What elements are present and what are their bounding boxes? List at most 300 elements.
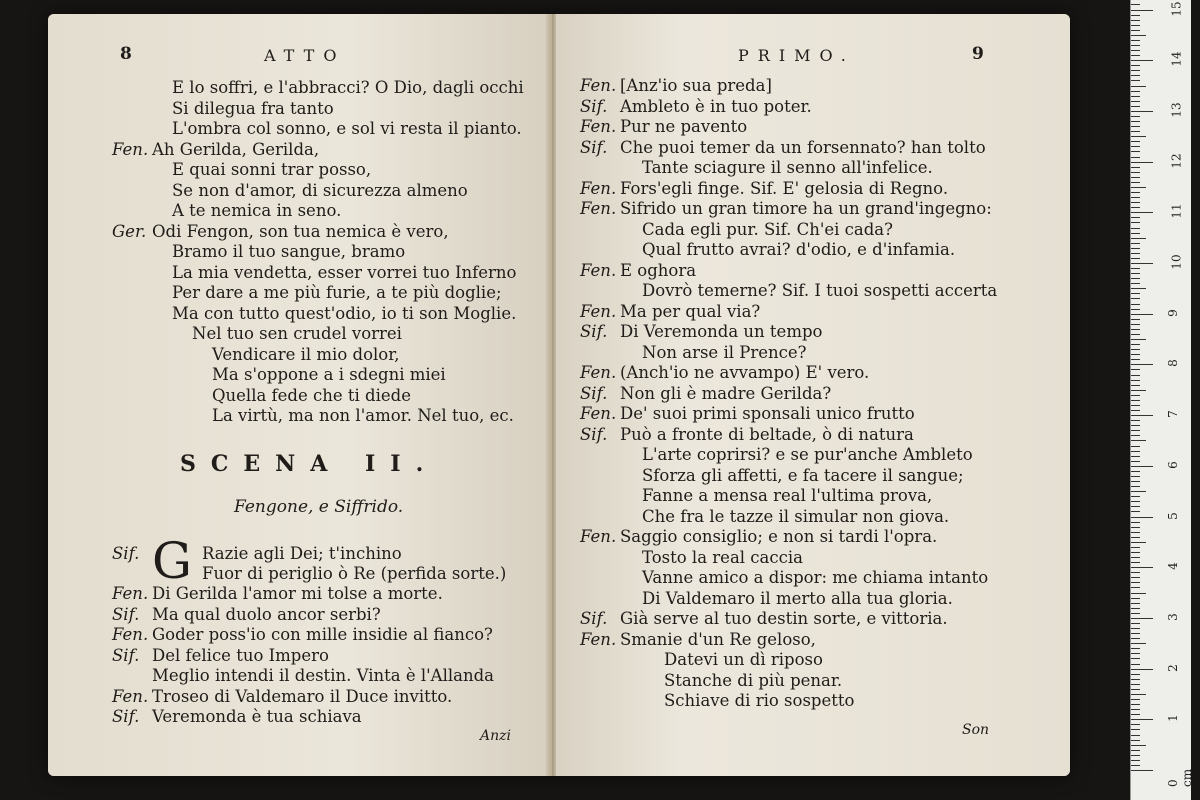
ruler-tick [1131,664,1140,665]
left-catchword: Anzi [480,728,511,744]
ruler-tick [1131,45,1140,46]
verse-text: Fors'egli finge. Sif. E' gelosia di Regno. [620,178,949,198]
scena-heading: SCENA II. [180,451,439,477]
left-running-head: ATTO [264,46,346,65]
verse-text: Del felice tuo Impero [152,645,329,665]
ruler-tick [1131,70,1140,71]
ruler-tick [1131,552,1140,553]
text-line [112,625,493,646]
text-line [112,242,405,263]
ruler-tick [1131,658,1140,659]
ruler-tick [1131,587,1140,588]
right-page-number: 9 [972,44,984,64]
ruler-tick [1131,263,1153,264]
ruler-tick [1131,613,1140,614]
verse-text: Ma s'oppone a i sdegni miei [212,365,446,384]
ruler-tick [1131,375,1140,376]
ruler-tick [1131,385,1140,386]
text-line [580,527,937,548]
text-line [580,179,948,200]
verse-text: Ma con tutto quest'odio, io ti son Moglie. [172,303,517,323]
ruler-tick [1131,471,1140,472]
ruler-tick [1131,364,1153,365]
verse-text: Ah Gerilda, Gerilda, [152,139,320,159]
verse-text: Meglio intendi il destin. Vinta è l'Allanda [152,666,494,685]
ruler-tick [1131,674,1140,675]
speaker-label: Fen. [580,117,617,136]
left-page [48,14,550,776]
verse-text: La virtù, ma non l'amor. Nel tuo, ec. [212,406,514,425]
ruler-tick [1131,557,1140,558]
ruler-tick [1131,187,1146,188]
ruler-tick [1131,182,1140,183]
verse-text: Di Valdemaro il merto alla tua gloria. [642,588,953,608]
ruler-tick [1131,329,1140,330]
ruler-tick [1131,167,1140,168]
ruler-tick [1131,268,1140,269]
ruler-tick [1131,461,1140,462]
ruler-tick [1131,60,1153,61]
ruler-tick [1131,501,1140,502]
ruler-tick [1131,157,1140,158]
speaker-label: Sif. [580,609,608,628]
text-line [580,343,806,364]
ruler-tick [1131,80,1140,81]
speaker-label: Sif. [580,424,608,444]
verse-text: Se non d'amor, di sicurezza almeno [172,180,468,200]
ruler-tick [1131,50,1140,51]
ruler-tick [1131,740,1140,741]
text-line [112,646,329,667]
ruler-tick [1131,567,1153,568]
ruler-tick [1131,466,1153,467]
ruler-label: 8 [1165,359,1180,368]
ruler-tick [1131,425,1140,426]
ruler-tick [1131,20,1140,21]
ruler-tick [1131,506,1140,507]
speaker-label: Fen. [580,199,617,218]
ruler-tick [1131,222,1140,223]
ruler-label: 14 [1169,51,1184,67]
ruler-tick [1131,542,1146,543]
speaker-label: Sif. [580,96,608,116]
ruler-tick [1131,704,1140,705]
text-line [580,486,932,507]
text-line [580,261,696,282]
verse-text: Dovrò temerne? Sif. I tuoi sospetti accerta [642,281,998,300]
verse-text: Non arse il Prence? [642,342,807,362]
verse-text: Che fra le tazze il simular non giova. [642,506,950,526]
ruler-tick [1131,293,1140,294]
ruler-tick [1131,628,1140,629]
speaker-label: Fen. [112,625,149,644]
ruler-tick [1131,582,1140,583]
text-line [580,322,822,343]
verse-text: Cada egli pur. Sif. Ch'ei cada? [642,219,893,239]
ruler-tick [1131,770,1153,771]
ruler-tick [1131,684,1140,685]
verse-text: Datevi un dì riposo [664,650,823,669]
ruler-tick [1131,476,1140,477]
verse-text: E lo soffri, e l'abbracci? O Dio, dagli occhi [172,78,524,97]
text-line [580,138,986,159]
speaker-label: Fen. [580,76,617,95]
ruler-tick [1131,243,1140,244]
ruler-tick [1131,430,1140,431]
ruler-tick [1131,101,1140,102]
ruler-tick [1131,324,1140,325]
text-line [580,240,955,261]
text-line [580,76,772,97]
ruler-tick [1131,86,1146,87]
speaker-label: Fen. [580,527,617,546]
ruler-tick [1131,141,1140,142]
ruler-tick [1131,709,1140,710]
ruler-tick [1131,96,1140,97]
ruler-tick [1131,395,1140,396]
text-line [580,445,973,466]
verse-text: L'ombra col sonno, e sol vi resta il pianto. [172,119,522,138]
ruler-tick [1131,618,1153,619]
text-line [580,302,760,323]
verse-text: Qual frutto avrai? d'odio, e d'infamia. [642,240,956,259]
ruler-label: 6 [1165,460,1180,469]
verse-text: Ambleto è in tuo poter. [620,96,812,116]
verse-text: Non gli è madre Gerilda? [620,383,832,403]
ruler-tick [1131,334,1140,335]
ruler-tick [1131,217,1140,218]
ruler-tick [1131,420,1140,421]
verse-text: Ma per qual via? [620,301,761,321]
ruler-tick [1131,253,1140,254]
right-running-head: PRIMO. [738,46,855,65]
verse-text: De' suoi primi sponsali unico frutto [620,404,915,423]
text-line [580,97,812,118]
text-line [112,687,452,708]
ruler-label: 4 [1165,562,1180,571]
ruler-tick [1131,699,1140,700]
measuring-ruler [1130,0,1194,800]
ruler-tick [1131,491,1146,492]
text-line [112,263,517,284]
ruler-tick [1131,638,1140,639]
verse-text: Stanche di più penar. [664,670,843,690]
ruler-tick [1131,643,1146,644]
verse-text: Tante sciagure il senno all'infelice. [642,158,933,177]
ruler-tick [1131,319,1140,320]
verse-text: Nel tuo sen crudel vorrei [192,324,402,343]
ruler-tick [1131,116,1140,117]
ruler-tick [1131,405,1140,406]
ruler-tick [1131,456,1140,457]
ruler-tick [1131,106,1140,107]
ruler-tick [1131,238,1146,239]
verse-text: Sifrido un gran timore ha un grand'ingegno: [620,199,992,218]
ruler-label: 9 [1165,308,1180,317]
ruler-tick [1131,729,1140,730]
ruler-tick [1131,496,1140,497]
text-line [580,589,953,610]
text-line [580,650,823,671]
ruler-tick [1131,745,1146,746]
second-line: Fuor di periglio ò Re (perfida sorte.) [202,564,507,583]
ruler-tick [1131,131,1140,132]
speaker-label: Sif. [112,645,140,665]
text-line [112,283,502,304]
ruler-tick [1131,146,1140,147]
ruler-tick [1131,522,1140,523]
ruler-tick [1131,532,1140,533]
text-line [580,384,831,405]
ruler-tick [1131,248,1140,249]
verse-text: Di Veremonda un tempo [620,322,823,341]
ruler-tick [1131,212,1153,213]
ruler-tick [1131,151,1140,152]
ruler-tick [1131,750,1140,751]
verse-text: A te nemica in seno. [172,201,342,220]
text-line [580,691,854,712]
speaker-label: Fen. [112,584,149,603]
ruler-tick [1131,162,1153,163]
ruler-tick [1131,15,1140,16]
ruler-tick [1131,760,1140,761]
speaker-label: Sif. [112,604,140,624]
ruler-tick [1131,593,1146,594]
ruler-tick [1131,228,1140,229]
verse-text: Bramo il tuo sangue, bramo [172,242,406,261]
ruler-tick [1131,359,1140,360]
ruler-tick [1131,511,1140,512]
text-line [112,406,514,427]
text-line [112,201,341,222]
ruler-tick [1131,415,1153,416]
text-line [112,304,516,325]
ruler-tick [1131,55,1140,56]
text-line [112,222,449,243]
text-line [112,160,371,181]
speaker-label: Sif. [112,707,140,726]
text-line [580,220,893,241]
text-line [112,181,468,202]
ruler-tick [1131,400,1140,401]
ruler-label: 2 [1165,663,1180,672]
speaker-label: Fen. [112,139,149,159]
verse-text: Che puoi temer da un forsennato? han tolto [620,137,986,157]
ruler-label: 0 cm [1166,768,1194,787]
verse-text: Vanne amico a dispor: me chiama intanto [642,568,989,587]
ruler-tick [1131,451,1140,452]
ruler-tick [1131,75,1140,76]
text-line [580,281,997,302]
verse-text: Pur ne pavento [620,117,748,136]
ruler-tick [1131,446,1140,447]
ruler-label: 7 [1165,410,1180,418]
speaker-label: Fen. [580,629,617,649]
ruler-label: 15 [1169,0,1184,17]
ruler-tick [1131,309,1140,310]
verse-text: Odi Fengon, son tua nemica è vero, [152,221,449,241]
verse-text: Sforza gli affetti, e fa tacere il sangue; [642,465,964,485]
speaker-label: Sif. [580,383,608,403]
ruler-label: 13 [1169,102,1184,118]
ruler-tick [1131,755,1140,756]
ruler-tick [1131,10,1153,11]
scena-persons: Fengone, e Siffrido. [234,497,404,517]
text-line [580,425,914,446]
ruler-tick [1131,765,1140,766]
open-book [48,14,1070,776]
ruler-tick [1131,577,1140,578]
verse-text: Troseo di Valdemaro il Duce invitto. [152,686,453,706]
ruler-tick [1131,623,1140,624]
ruler-tick [1131,735,1140,736]
ruler-tick [1131,349,1140,350]
speaker-label: Fen. [580,363,617,382]
text-line [112,324,402,345]
text-line [580,404,915,425]
verse-text: Veremonda è tua schiava [152,707,362,726]
speaker-label: Sif. [580,322,608,341]
text-line [580,568,988,589]
ruler-tick [1131,572,1140,573]
speaker-label: Fen. [112,686,149,706]
left-page-number: 8 [120,44,132,64]
text-line [112,584,443,605]
speaker-label: Fen. [580,301,617,321]
ruler-label: 10 [1169,254,1184,270]
ruler-tick [1131,192,1140,193]
ruler-tick [1131,679,1140,680]
verse-text: Goder poss'io con mille insidie al fianco? [152,625,493,644]
verse-text: Vendicare il mio dolor, [212,344,400,364]
ruler-tick [1131,35,1146,36]
text-line [580,158,933,179]
ruler-tick [1131,633,1140,634]
text-line [580,671,842,692]
ruler-label: 1 [1165,714,1180,723]
ruler-tick [1131,30,1140,31]
ruler-tick [1131,126,1140,127]
ruler-tick [1131,369,1140,370]
ruler-tick [1131,339,1146,340]
text-line [580,466,964,487]
ruler-tick [1131,197,1140,198]
ruler-label: 12 [1169,152,1184,169]
ruler-tick [1131,537,1140,538]
ruler-tick [1131,354,1140,355]
verse-text: La mia vendetta, esser vorrei tuo Inferno [172,262,517,282]
verse-text: Si dilegua fra tanto [172,98,334,118]
verse-text: Quella fede che ti diede [212,385,411,405]
verse-text: E oghora [620,260,697,280]
first-speaker: Sif. [112,544,140,563]
ruler-tick [1131,304,1140,305]
ruler-tick [1131,390,1146,391]
verse-text: (Anch'io ne avvampo) E' vero. [620,363,870,382]
ruler-tick [1131,527,1140,528]
verse-text: Schiave di rio sospetto [664,691,855,710]
ruler-tick [1131,562,1140,563]
ruler-tick [1131,608,1140,609]
ruler-tick [1131,719,1153,720]
ruler-tick [1131,440,1146,441]
text-line [112,99,334,120]
speaker-label: Fen. [580,178,617,198]
ruler-tick [1131,4,1140,5]
ruler-tick [1131,547,1140,548]
ruler-tick [1131,724,1140,725]
speaker-label: Sif. [580,137,608,157]
ruler-tick [1131,669,1153,670]
ruler-tick [1131,598,1140,599]
ruler-tick [1131,481,1140,482]
ruler-tick [1131,435,1140,436]
verse-text: Smanie d'un Re geloso, [620,629,816,649]
ruler-tick [1131,648,1140,649]
ruler-label: 3 [1165,613,1180,621]
text-line [580,609,948,630]
drop-cap: G [152,532,192,590]
ruler-tick [1131,517,1153,518]
ruler-tick [1131,202,1140,203]
ruler-tick [1131,314,1153,315]
verse-text: Saggio consiglio; e non si tardi l'opra. [620,527,938,546]
ruler-tick [1131,273,1140,274]
ruler-tick [1131,603,1140,604]
text-line [112,605,381,626]
verse-text: Per dare a me più furie, a te più doglie; [172,283,502,302]
ruler-tick [1131,278,1140,279]
ruler-tick [1131,111,1153,112]
ruler-tick [1131,258,1140,259]
right-page [556,14,1070,776]
verse-text: Già serve al tuo destin sorte, e vittoria. [620,609,948,628]
verse-text: L'arte coprirsi? e se pur'anche Ambleto [642,445,973,464]
text-line [112,666,494,687]
speaker-label: Fen. [580,260,617,280]
ruler-tick [1131,653,1140,654]
ruler-tick [1131,65,1140,66]
ruler-tick [1131,283,1140,284]
ruler-label: 11 [1169,203,1184,219]
ruler-tick [1131,177,1140,178]
ruler-tick [1131,714,1140,715]
ruler-tick [1131,172,1140,173]
ruler-tick [1131,380,1140,381]
ruler-tick [1131,136,1146,137]
ruler-tick [1131,344,1140,345]
verse-text: [Anz'io sua preda] [620,76,772,95]
ruler-tick [1131,233,1140,234]
text-line [580,507,949,528]
ruler-tick [1131,410,1140,411]
ruler-tick [1131,694,1146,695]
text-line [580,363,869,384]
first-line: Razie agli Dei; t'inchino [202,544,402,563]
speaker-label: Fen. [580,404,617,423]
text-line [580,548,803,569]
ruler-tick [1131,40,1140,41]
ruler-tick [1131,121,1140,122]
text-line [112,365,446,386]
right-catchword: Son [962,722,990,738]
ruler-tick [1131,288,1146,289]
text-line [112,707,362,728]
verse-text: Di Gerilda l'amor mi tolse a morte. [152,584,443,603]
ruler-tick [1131,298,1140,299]
text-line [112,119,522,140]
ruler-tick [1131,486,1140,487]
